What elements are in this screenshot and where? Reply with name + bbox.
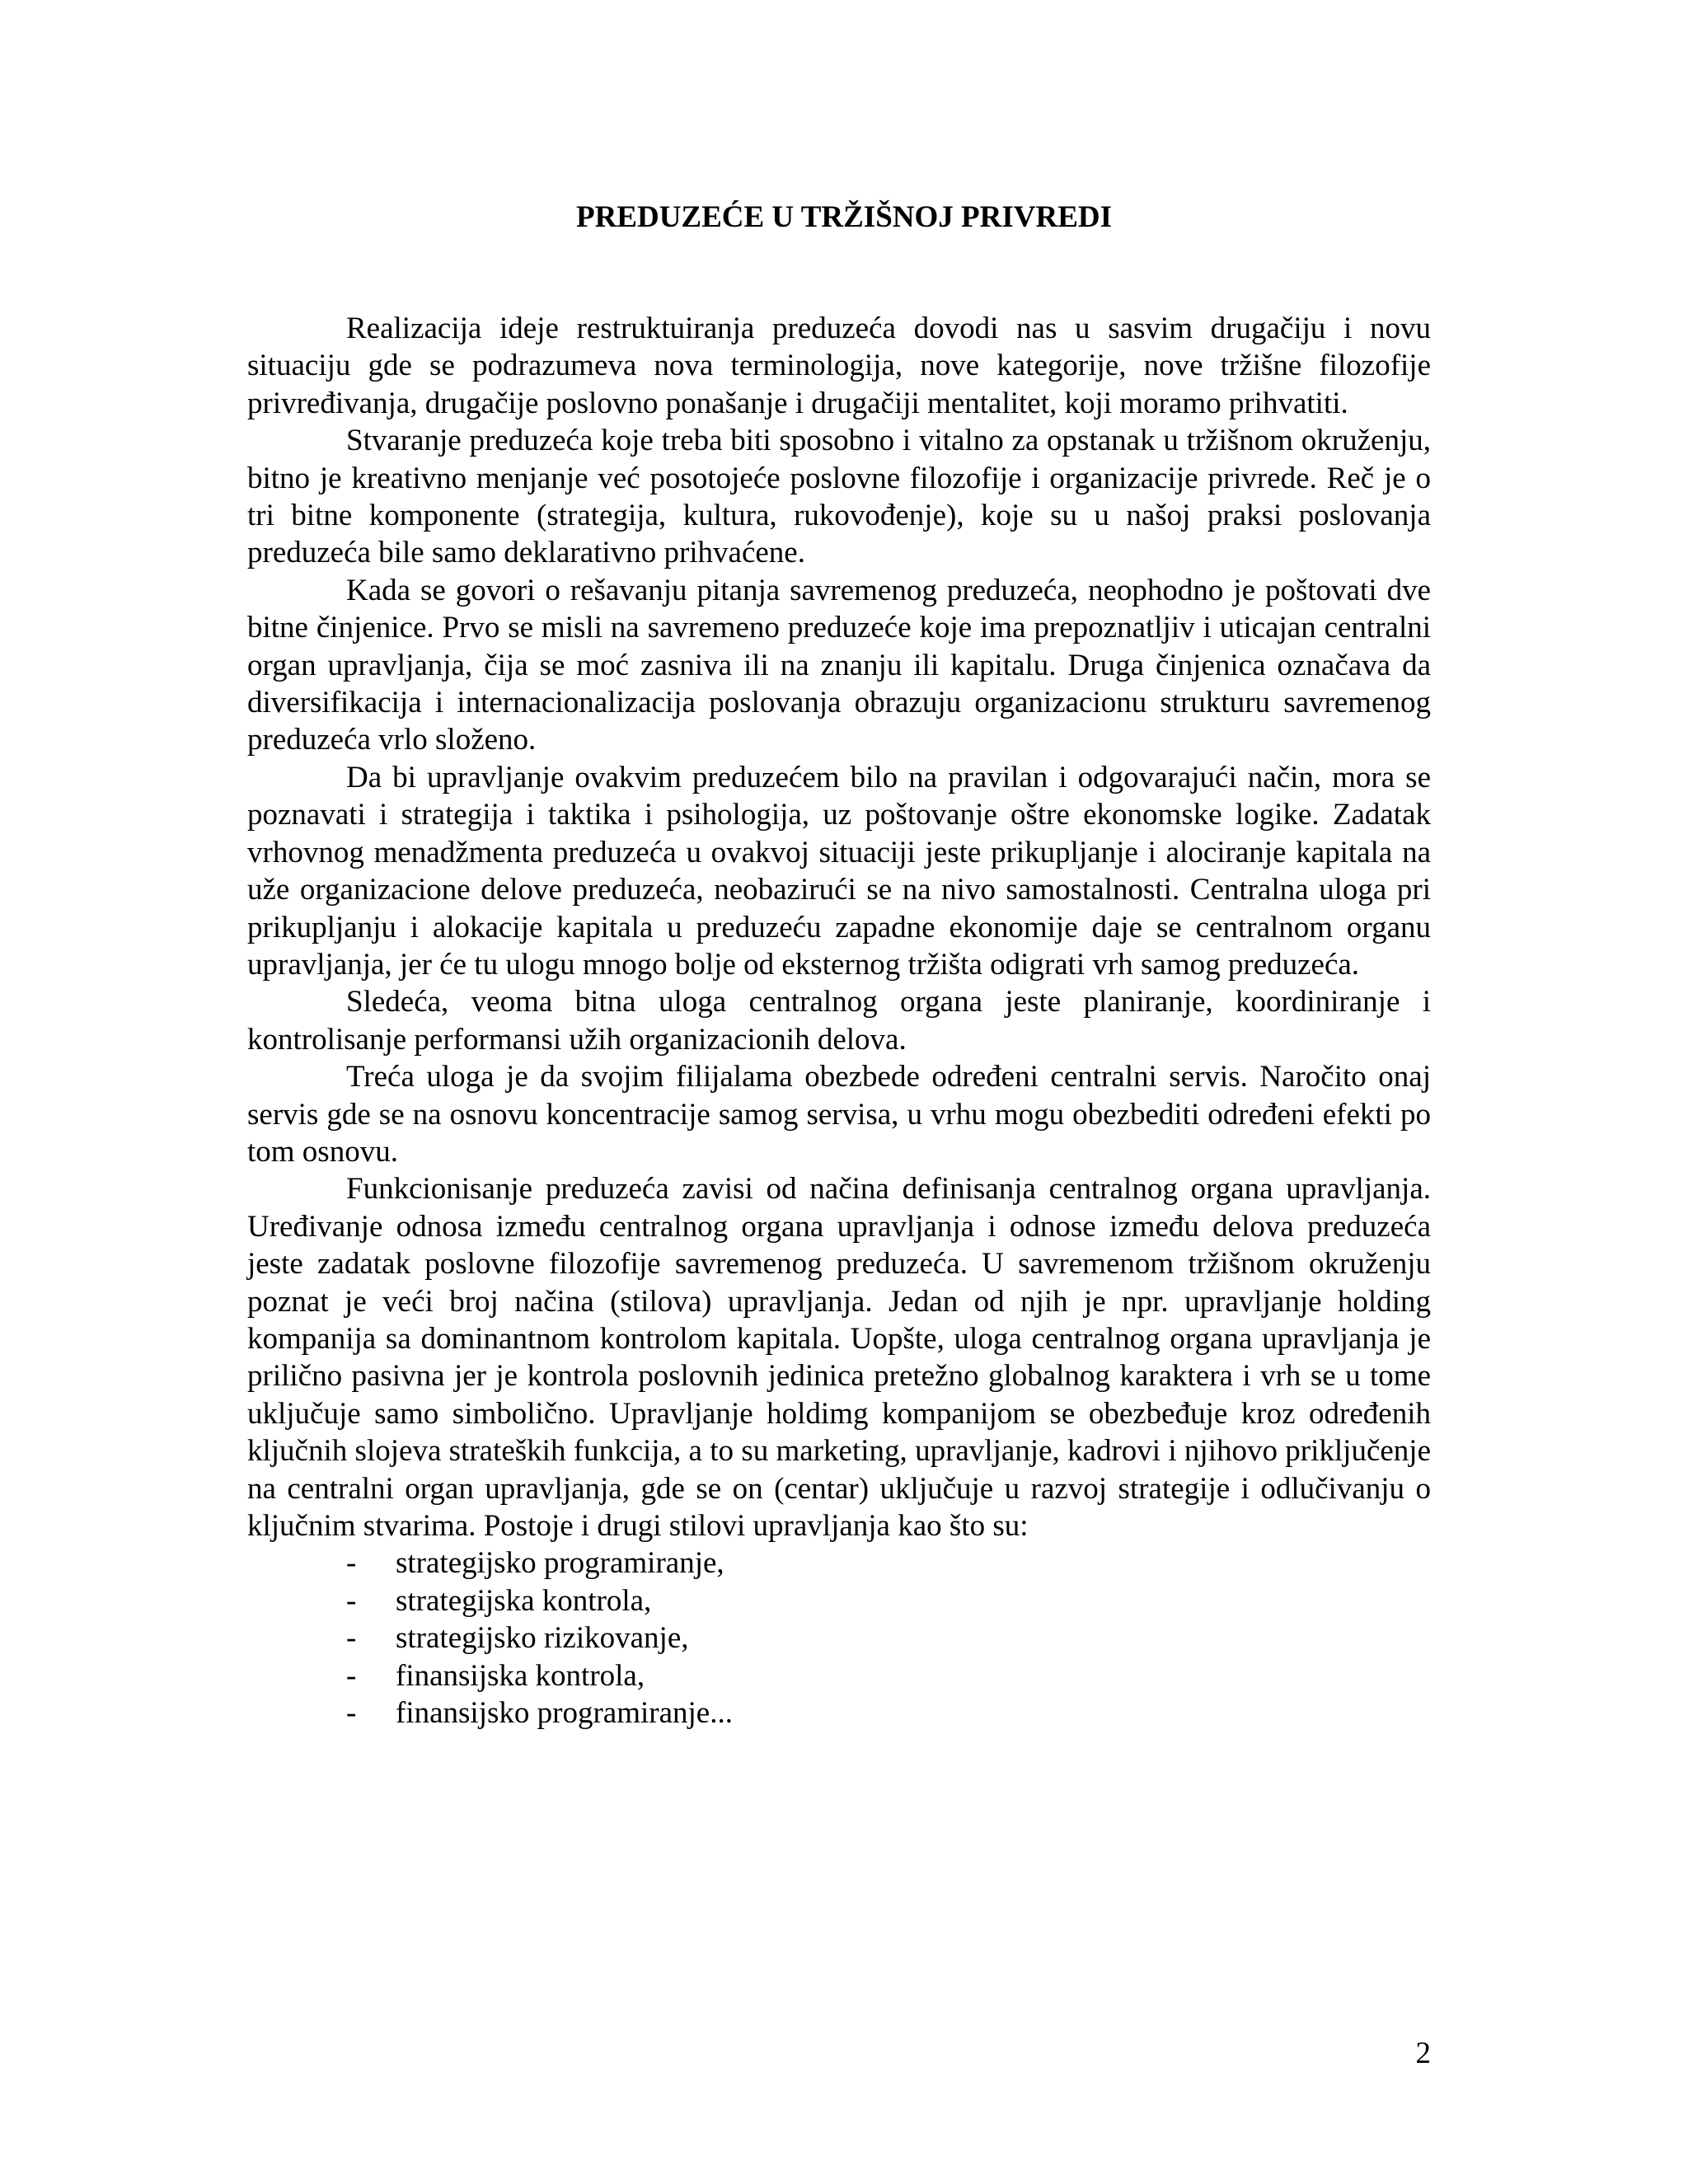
list-dash: -	[346, 1583, 357, 1618]
list-item	[247, 1657, 1431, 1694]
list-dash: -	[346, 1546, 357, 1581]
list-item-text: strategijska kontrola,	[396, 1583, 652, 1618]
paragraph-7: Funkcionisanje preduzeća zavisi od načina definisanja centralnog organa upravljanja. Uređivanje odnosa između centralnog organa upravljanja i odnose između delova preduzeća jeste zadatak poslovne filozofije savremenog preduzeća. U savremenom tržišnom okruženju poznat je veći broj načina (stilova) upravljanja. Jedan od njih je npr. upravljanje holding kompanija sa dominantnom kontrolom kapitala. Uopšte, uloga centralnog organa upravljanja je prilično pasivna jer je kontrola poslovnih jedinica pretežno globalnog karaktera i vrh se u tome uključuje samo simbolično. Upravljanje holdimg kompanijom se obezbeđuje kroz određenih ključnih slojeva strateških funkcija, a to su marketing, upravljanje, kadrovi i njihovo priključenje na centralni organ upravljanja, gde se on (centar) uključuje u razvoj strategije i odlučivanju o ključnim stvarima. Postoje i drugi stilovi upravljanja kao što su:	[247, 1172, 1431, 1543]
paragraph-4: Da bi upravljanje ovakvim preduzećem bilo na pravilan i odgovarajući način, mora se poznavati i strategija i taktika i psihologija, uz poštovanje oštre ekonomske logike. Zadatak vrhovnog menadžmenta preduzeća u ovakvoj situaciji jeste prikupljanje i alociranje kapitala na uže organizacione delove preduzeća, neobazirući se na nivo samostalnosti. Centralna uloga pri prikupljanju i alokacije kapitala u preduzeću zapadne ekonomije daje se centralnom organu upravljanja, jer će tu ulogu mnogo bolje od eksternog tržišta odigrati vrh samog preduzeća.	[247, 760, 1431, 982]
paragraph-2: Stvaranje preduzeća koje treba biti sposobno i vitalno za opstanak u tržišnom okruženju, bitno je kreativno menjanje već posotojeće poslovne filozofije i organizacije privrede. Reč je o tri bitne komponente (strategija, kultura, rukovođenje), koje su u našoj praksi poslovanja preduzeća bile samo deklarativno prihvaćene.	[247, 424, 1431, 570]
list-item	[247, 1544, 1431, 1582]
paragraph-3: Kada se govori o rešavanju pitanja savremenog preduzeća, neophodno je poštovati dve bitne činjenice. Prvo se misli na savremeno preduzeće koje ima prepoznatljiv i uticajan centralni organ upravljanja, čija se moć zasniva ili na znanju ili kapitalu. Druga činjenica označava da diversifikacija i internacionalizacija poslovanja obrazuju organizacionu strukturu savremenog preduzeća vrlo složeno.	[247, 573, 1431, 757]
paragraph-1: Realizacija ideje restruktuiranja preduzeća dovodi nas u sasvim drugačiju i novu situaciju gde se podrazumeva nova terminologija, nove kategorije, nove tržišne filozofije privređivanja, drugačije poslovno ponašanje i drugačiji mentalitet, koji moramo prihvatiti.	[247, 312, 1431, 420]
list-dash: -	[346, 1621, 357, 1656]
list-item-text: strategijsko programiranje,	[396, 1546, 724, 1581]
list-item-text: finansijska kontrola,	[396, 1658, 645, 1693]
list-item	[247, 1582, 1431, 1619]
management-styles-list	[247, 1544, 1431, 1732]
list-item	[247, 1694, 1431, 1732]
list-dash: -	[346, 1658, 357, 1693]
paragraph-6: Treća uloga je da svojim filijalama obezbede određeni centralni servis. Naročito onaj servis gde se na osnovu koncentracije samog servisa, u vrhu mogu obezbediti određeni efekti po tom osnovu.	[247, 1060, 1431, 1169]
list-item	[247, 1619, 1431, 1657]
paragraph-5: Sledeća, veoma bitna uloga centralnog organa jeste planiranje, koordiniranje i kontrolisanje performansi užih organizacionih delova.	[247, 985, 1431, 1057]
list-dash: -	[346, 1696, 357, 1731]
page-number: 2	[1415, 2036, 1431, 2070]
list-item-text: strategijsko rizikovanje,	[396, 1621, 689, 1656]
page-title: PREDUZEĆE U TRŽIŠNOJ PRIVREDI	[575, 200, 1112, 234]
list-item-text: finansijsko programiranje...	[396, 1696, 733, 1731]
body-text	[247, 310, 1431, 1732]
